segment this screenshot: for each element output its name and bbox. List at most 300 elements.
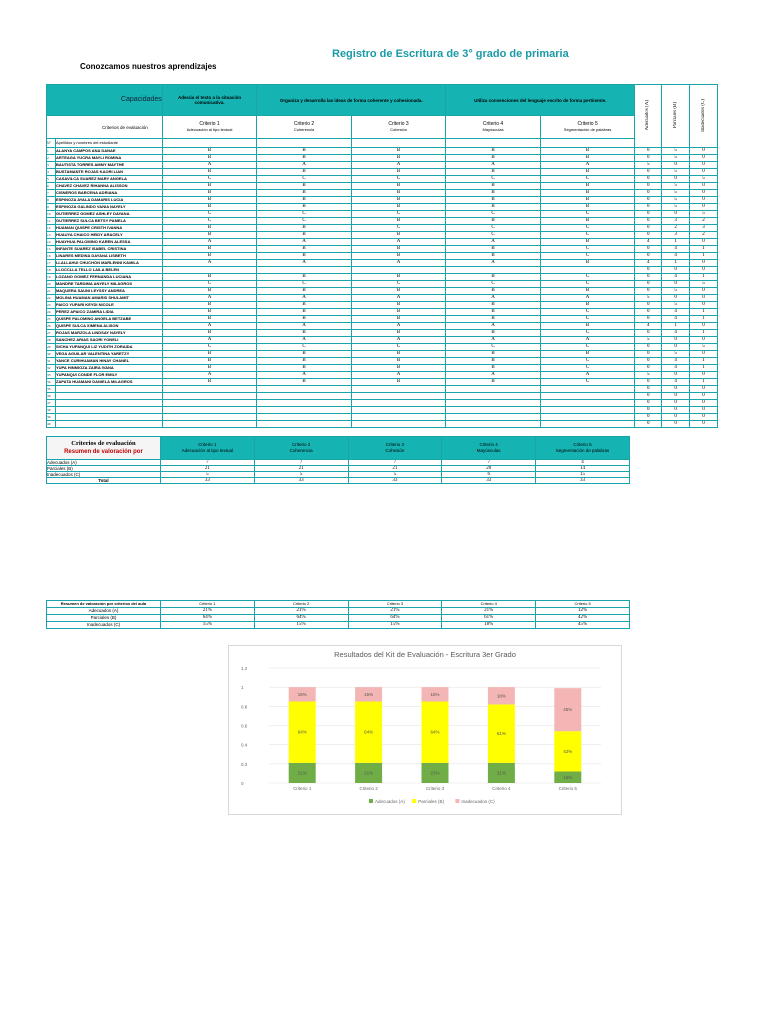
student-count-c: 0 xyxy=(690,260,718,267)
student-number: 7 xyxy=(47,190,56,197)
student-grade-criterio-3 xyxy=(351,393,445,400)
student-grade-criterio-4 xyxy=(446,267,541,274)
summary-value: 7 xyxy=(160,460,254,466)
student-count-b: 4 xyxy=(662,379,690,386)
student-grade-criterio-4: B xyxy=(446,309,541,316)
student-grade-criterio-4: B xyxy=(446,316,541,323)
student-count-c: 1 xyxy=(690,253,718,260)
student-row xyxy=(47,344,718,351)
student-count-a: 0 xyxy=(635,358,662,365)
student-grade-criterio-2: B xyxy=(257,288,351,295)
y-tick-label: 0 xyxy=(241,781,244,786)
student-row xyxy=(47,400,718,407)
student-row xyxy=(47,281,718,288)
student-grade-criterio-5: B xyxy=(540,169,635,176)
student-number: 33 xyxy=(47,372,56,379)
student-name: SICHA YUPANQUI LIZ YUDITH ZORAIDA xyxy=(55,344,162,351)
student-name: HUAYHUA PALOMINO KAREN ALESSA xyxy=(55,239,162,246)
student-grade-criterio-3: A xyxy=(351,260,445,267)
student-grade-criterio-3: B xyxy=(351,379,445,386)
student-grade-criterio-2: B xyxy=(257,253,351,260)
student-grade-criterio-2: A xyxy=(257,239,351,246)
student-register-table xyxy=(46,84,718,428)
student-count-c: 0 xyxy=(690,421,718,428)
student-row xyxy=(47,302,718,309)
student-number: 26 xyxy=(47,323,56,330)
student-grade-criterio-4: C xyxy=(446,211,541,218)
student-grade-criterio-5: C xyxy=(540,330,635,337)
student-count-a: 0 xyxy=(635,344,662,351)
data-label: 21% xyxy=(297,770,307,776)
summary-criterio-4: Criterio 4 Mayúsculas xyxy=(442,437,536,460)
student-count-b: 0 xyxy=(662,407,690,414)
student-row xyxy=(47,274,718,281)
student-number: 18 xyxy=(47,267,56,274)
student-grade-criterio-4: B xyxy=(446,246,541,253)
percent-row xyxy=(47,615,630,622)
student-count-a: 0 xyxy=(635,218,662,225)
student-name: CHAVEZ CHAVEZ RIHANNA ALISSON xyxy=(55,183,162,190)
capacidad-3: Utiliza convenciones del lenguaje escrito de forma pertinente. xyxy=(446,85,635,116)
student-count-a: 0 xyxy=(635,309,662,316)
student-grade-criterio-4: A xyxy=(446,372,541,379)
student-grade-criterio-5: B xyxy=(540,155,635,162)
student-grade-criterio-3: B xyxy=(351,232,445,239)
student-count-c: 5 xyxy=(690,344,718,351)
student-grade-criterio-2: B xyxy=(257,274,351,281)
student-grade-criterio-1: B xyxy=(162,330,257,337)
student-grade-criterio-4: A xyxy=(446,295,541,302)
student-row xyxy=(47,407,718,414)
student-grade-criterio-1: B xyxy=(162,232,257,239)
student-row xyxy=(47,239,718,246)
student-grade-criterio-2: B xyxy=(257,351,351,358)
student-grade-criterio-4: B xyxy=(446,253,541,260)
student-grade-criterio-4: B xyxy=(446,169,541,176)
student-grade-criterio-4: B xyxy=(446,204,541,211)
percent-row xyxy=(47,622,630,629)
student-count-b: 5 xyxy=(662,204,690,211)
student-count-c: 1 xyxy=(690,379,718,386)
student-number: 8 xyxy=(47,197,56,204)
student-grade-criterio-1: A xyxy=(162,162,257,169)
page-subtitle: Conozcamos nuestros aprendizajes xyxy=(80,62,217,71)
student-number: 28 xyxy=(47,337,56,344)
summary-row-label: Adecuados (A) xyxy=(47,460,161,466)
student-count-a: 0 xyxy=(635,190,662,197)
student-count-c: 0 xyxy=(690,197,718,204)
student-count-c: 0 xyxy=(690,351,718,358)
x-tick-label: Criterio 3 xyxy=(425,786,445,791)
student-grade-criterio-1: B xyxy=(162,358,257,365)
student-name: ROJAS MARZOLA LINDSAY NAYELY xyxy=(55,330,162,337)
student-grade-criterio-5: C xyxy=(540,253,635,260)
student-count-a: 0 xyxy=(635,281,662,288)
student-count-b: 0 xyxy=(662,386,690,393)
student-grade-criterio-3: B xyxy=(351,204,445,211)
page-title: Registro de Escritura de 3° grado de primaria xyxy=(332,48,569,60)
y-tick-label: 0.6 xyxy=(241,723,248,729)
student-grade-criterio-1 xyxy=(162,386,257,393)
results-chart xyxy=(228,645,622,815)
summary-value: 5 xyxy=(160,472,254,478)
student-name: MOLINA HUAMAN AMARIS SHULAMIT xyxy=(55,295,162,302)
data-label: 21% xyxy=(496,770,506,776)
y-tick-label: 1 xyxy=(241,685,244,691)
student-grade-criterio-3: B xyxy=(351,253,445,260)
student-count-b: 4 xyxy=(662,246,690,253)
student-grade-criterio-1: C xyxy=(162,218,257,225)
student-grade-criterio-3: B xyxy=(351,302,445,309)
student-grade-criterio-1: C xyxy=(162,211,257,218)
student-grade-criterio-5: B xyxy=(540,288,635,295)
percent-value: 64% xyxy=(254,615,348,622)
student-count-b: 0 xyxy=(662,211,690,218)
student-grade-criterio-5: C xyxy=(540,225,635,232)
student-count-a: 4 xyxy=(635,239,662,246)
student-count-b: 5 xyxy=(662,351,690,358)
student-number: 31 xyxy=(47,358,56,365)
student-grade-criterio-3 xyxy=(351,267,445,274)
summary-value: 7 xyxy=(442,460,536,466)
student-number: 14 xyxy=(47,239,56,246)
summary-value: 14 xyxy=(536,466,630,472)
student-count-b: 5 xyxy=(662,288,690,295)
student-grade-criterio-4: B xyxy=(446,330,541,337)
summary-criterio-1: Criterio 1 Adecuación al tipo textual xyxy=(160,437,254,460)
x-tick-label: Criterio 2 xyxy=(359,786,378,791)
student-count-b: 0 xyxy=(662,162,690,169)
student-grade-criterio-1: B xyxy=(162,190,257,197)
student-count-a: 0 xyxy=(635,393,662,400)
student-count-b: 0 xyxy=(662,393,690,400)
student-grade-criterio-4: B xyxy=(446,190,541,197)
student-grade-criterio-1: B xyxy=(162,183,257,190)
student-number: 20 xyxy=(47,281,56,288)
percent-criterio-5: Criterio 5 xyxy=(536,601,630,608)
student-name: GUTIERREZ SULCA BETSY PAMELA xyxy=(55,218,162,225)
student-number: 5 xyxy=(47,176,56,183)
student-grade-criterio-5: B xyxy=(540,323,635,330)
student-grade-criterio-1: B xyxy=(162,246,257,253)
student-count-a: 0 xyxy=(635,211,662,218)
student-grade-criterio-1: A xyxy=(162,372,257,379)
percent-value: 15% xyxy=(348,622,442,629)
student-row xyxy=(47,267,718,274)
student-count-b: 4 xyxy=(662,309,690,316)
student-grade-criterio-2: B xyxy=(257,183,351,190)
student-row xyxy=(47,421,718,428)
data-label: 45% xyxy=(563,707,573,713)
percent-row xyxy=(47,608,630,615)
student-row xyxy=(47,246,718,253)
data-label: 15% xyxy=(430,691,440,697)
student-name: MAQUERA SAUNI LEYSSY ANDREA xyxy=(55,288,162,295)
student-count-c: 0 xyxy=(690,169,718,176)
student-count-c: 0 xyxy=(690,239,718,246)
student-grade-criterio-2: B xyxy=(257,316,351,323)
student-number: 16 xyxy=(47,253,56,260)
student-name xyxy=(55,400,162,407)
summary-criterios-cell xyxy=(47,437,161,460)
student-row xyxy=(47,323,718,330)
student-count-c: 0 xyxy=(690,393,718,400)
student-grade-criterio-5: A xyxy=(540,295,635,302)
student-count-c: 0 xyxy=(690,337,718,344)
student-grade-criterio-3: B xyxy=(351,288,445,295)
student-count-a: 0 xyxy=(635,176,662,183)
student-number: 34 xyxy=(47,379,56,386)
student-name: ESPINOZA AYALA DAMARIS LUCIA xyxy=(55,197,162,204)
student-count-b: 5 xyxy=(662,148,690,155)
student-grade-criterio-1: A xyxy=(162,260,257,267)
summary-value: 4 xyxy=(536,460,630,466)
student-row xyxy=(47,309,718,316)
x-tick-label: Criterio 5 xyxy=(558,786,577,791)
summary-resumen-label: Resumen de valoración por xyxy=(64,449,143,455)
results-chart-svg xyxy=(229,646,621,814)
student-count-a: 0 xyxy=(635,197,662,204)
student-name: ALANYA CAMPOS ANA DANAE xyxy=(55,148,162,155)
student-grade-criterio-5: C xyxy=(540,365,635,372)
summary-value: 33 xyxy=(442,478,536,484)
percent-value: 64% xyxy=(348,615,442,622)
student-count-c: 5 xyxy=(690,281,718,288)
student-grade-criterio-5 xyxy=(540,421,635,428)
student-row xyxy=(47,288,718,295)
student-grade-criterio-5: B xyxy=(540,204,635,211)
student-grade-criterio-5: B xyxy=(540,148,635,155)
student-grade-criterio-4: A xyxy=(446,260,541,267)
student-grade-criterio-3: B xyxy=(351,365,445,372)
percent-value: 21% xyxy=(254,608,348,615)
student-count-b: 0 xyxy=(662,372,690,379)
student-name: LOZANO GOMEZ FERNANDA LUCIANA xyxy=(55,274,162,281)
student-name: YUPA HINMIOZA ZAIRA IVANA xyxy=(55,365,162,372)
student-count-c: 0 xyxy=(690,288,718,295)
student-number: 32 xyxy=(47,365,56,372)
data-label: 15% xyxy=(364,691,374,697)
student-row xyxy=(47,218,718,225)
summary-value: 7 xyxy=(348,460,442,466)
student-count-b: 5 xyxy=(662,183,690,190)
student-count-c: 2 xyxy=(690,218,718,225)
student-grade-criterio-5: C xyxy=(540,211,635,218)
student-grade-criterio-4: A xyxy=(446,162,541,169)
student-number: 9 xyxy=(47,204,56,211)
legend-label: Inadecuados (C) xyxy=(461,799,495,804)
student-name: YANCE CURIHUAMAN HINAY CHANEL xyxy=(55,358,162,365)
student-count-b: 4 xyxy=(662,330,690,337)
y-tick-label: 0.2 xyxy=(241,761,248,767)
student-grade-criterio-4: A xyxy=(446,323,541,330)
student-count-a: 0 xyxy=(635,302,662,309)
student-grade-criterio-5: B xyxy=(540,351,635,358)
student-count-a: 0 xyxy=(635,421,662,428)
student-count-b: 1 xyxy=(662,239,690,246)
criterio-5-header: Criterio 5 Segmentación de palabras xyxy=(540,116,635,139)
student-grade-criterio-2: B xyxy=(257,302,351,309)
student-number: 2 xyxy=(47,155,56,162)
student-grade-criterio-5 xyxy=(540,400,635,407)
student-count-b: 0 xyxy=(662,400,690,407)
student-grade-criterio-5 xyxy=(540,393,635,400)
student-grade-criterio-2: B xyxy=(257,232,351,239)
student-grade-criterio-3: A xyxy=(351,162,445,169)
percent-value: 12% xyxy=(536,608,630,615)
student-grade-criterio-2: B xyxy=(257,365,351,372)
data-label: 12% xyxy=(563,774,573,780)
student-count-a: 0 xyxy=(635,407,662,414)
student-row xyxy=(47,316,718,323)
student-grade-criterio-4: B xyxy=(446,302,541,309)
student-row xyxy=(47,169,718,176)
student-grade-criterio-2: B xyxy=(257,155,351,162)
student-name xyxy=(55,407,162,414)
student-grade-criterio-3: C xyxy=(351,211,445,218)
student-count-c: 0 xyxy=(690,323,718,330)
student-name: BAUTISTA TORRES AMMY MAYTHE xyxy=(55,162,162,169)
capacidades-label: Capacidades xyxy=(47,85,163,116)
student-grade-criterio-1: B xyxy=(162,204,257,211)
student-row xyxy=(47,232,718,239)
student-row xyxy=(47,372,718,379)
student-grade-criterio-2: B xyxy=(257,197,351,204)
student-count-a: 0 xyxy=(635,386,662,393)
legend-label: Parciales (B) xyxy=(418,799,444,804)
student-name: GUTIERREZ GOMEZ ASHLEY DAYANA xyxy=(55,211,162,218)
student-grade-criterio-5 xyxy=(540,407,635,414)
student-count-a: 0 xyxy=(635,365,662,372)
student-grade-criterio-3: B xyxy=(351,183,445,190)
x-tick-label: Criterio 4 xyxy=(492,786,511,791)
student-count-a: 5 xyxy=(635,372,662,379)
student-row xyxy=(47,155,718,162)
y-tick-label: 0.8 xyxy=(241,704,248,710)
percent-value: 15% xyxy=(160,622,254,629)
student-name: SANCHEZ ARIAS SAORI YONELI xyxy=(55,337,162,344)
student-grade-criterio-2 xyxy=(257,386,351,393)
data-label: 61% xyxy=(496,731,506,737)
student-grade-criterio-5 xyxy=(540,414,635,421)
student-row xyxy=(47,358,718,365)
summary-value: 6 xyxy=(442,472,536,478)
student-grade-criterio-2: C xyxy=(257,218,351,225)
student-grade-criterio-2 xyxy=(257,400,351,407)
num-header: N° xyxy=(47,139,56,148)
student-grade-criterio-5: C xyxy=(540,281,635,288)
student-grade-criterio-2 xyxy=(257,414,351,421)
student-grade-criterio-5: C xyxy=(540,379,635,386)
student-number: 29 xyxy=(47,344,56,351)
student-row xyxy=(47,414,718,421)
student-number: 15 xyxy=(47,246,56,253)
criterio-3-header: Criterio 3 Cohesión xyxy=(351,116,445,139)
summary-value: 33 xyxy=(160,478,254,484)
summary-value: 5 xyxy=(254,472,348,478)
summary-row xyxy=(47,478,630,484)
student-grade-criterio-5: B xyxy=(540,239,635,246)
student-name: LLALLAHUI CHUCHON MARLENNI KAMILA xyxy=(55,260,162,267)
student-name: YUPANQUI CONDE FLOR EMILY xyxy=(55,372,162,379)
student-grade-criterio-2 xyxy=(257,407,351,414)
summary-row-label: Parciales (B) xyxy=(47,466,161,472)
capacidad-1: Adecúa el texto a la situación comunicativa. xyxy=(162,85,257,116)
student-grade-criterio-2: A xyxy=(257,337,351,344)
student-grade-criterio-5: C xyxy=(540,358,635,365)
student-name: ARTEAGA YUCRA MAYLI ROMINA xyxy=(55,155,162,162)
student-count-c: 1 xyxy=(690,330,718,337)
student-grade-criterio-3: B xyxy=(351,197,445,204)
student-name: ESPINOZA GALINDO VANIA NAYELY xyxy=(55,204,162,211)
student-grade-criterio-4: A xyxy=(446,337,541,344)
student-grade-criterio-2: C xyxy=(257,211,351,218)
student-number: 25 xyxy=(47,316,56,323)
student-grade-criterio-4: B xyxy=(446,288,541,295)
percent-row-label: Inadecuados (C) xyxy=(47,622,161,629)
student-count-c: 0 xyxy=(690,148,718,155)
student-row xyxy=(47,365,718,372)
student-grade-criterio-5: A xyxy=(540,372,635,379)
student-count-b: 4 xyxy=(662,365,690,372)
student-grade-criterio-1 xyxy=(162,407,257,414)
data-label: 21% xyxy=(430,770,440,776)
student-grade-criterio-3: A xyxy=(351,295,445,302)
student-count-b: 4 xyxy=(662,253,690,260)
student-count-c: 0 xyxy=(690,162,718,169)
student-count-a: 0 xyxy=(635,148,662,155)
student-row xyxy=(47,211,718,218)
data-label: 64% xyxy=(430,729,440,735)
student-grade-criterio-1: C xyxy=(162,281,257,288)
student-name xyxy=(55,421,162,428)
student-row xyxy=(47,253,718,260)
student-count-c: 1 xyxy=(690,274,718,281)
student-grade-criterio-2: B xyxy=(257,330,351,337)
student-grade-criterio-3 xyxy=(351,421,445,428)
student-grade-criterio-5: C xyxy=(540,309,635,316)
student-count-b: 0 xyxy=(662,281,690,288)
student-grade-criterio-5: B xyxy=(540,183,635,190)
student-row xyxy=(47,190,718,197)
student-number: 37 xyxy=(47,400,56,407)
student-count-c: 0 xyxy=(690,302,718,309)
student-count-c: 1 xyxy=(690,246,718,253)
student-grade-criterio-3: A xyxy=(351,337,445,344)
student-grade-criterio-1: B xyxy=(162,379,257,386)
student-count-a: 0 xyxy=(635,379,662,386)
student-row xyxy=(47,183,718,190)
student-grade-criterio-3: C xyxy=(351,176,445,183)
student-grade-criterio-1: C xyxy=(162,344,257,351)
student-grade-criterio-4: C xyxy=(446,232,541,239)
student-grade-criterio-3: A xyxy=(351,372,445,379)
x-tick-label: Criterio 1 xyxy=(293,786,312,791)
student-count-c: 5 xyxy=(690,211,718,218)
student-number: 36 xyxy=(47,393,56,400)
percent-criterio-4: Criterio 4 xyxy=(442,601,536,608)
student-count-b: 0 xyxy=(662,337,690,344)
student-count-c: 1 xyxy=(690,365,718,372)
student-number: 27 xyxy=(47,330,56,337)
percent-value: 15% xyxy=(254,622,348,629)
student-name: INFANTE SUAREZ ISABEL CRISTINA xyxy=(55,246,162,253)
student-count-c: 0 xyxy=(690,400,718,407)
summary-value: 5 xyxy=(348,472,442,478)
student-grade-criterio-4 xyxy=(446,393,541,400)
student-grade-criterio-3 xyxy=(351,407,445,414)
student-count-a: 0 xyxy=(635,183,662,190)
